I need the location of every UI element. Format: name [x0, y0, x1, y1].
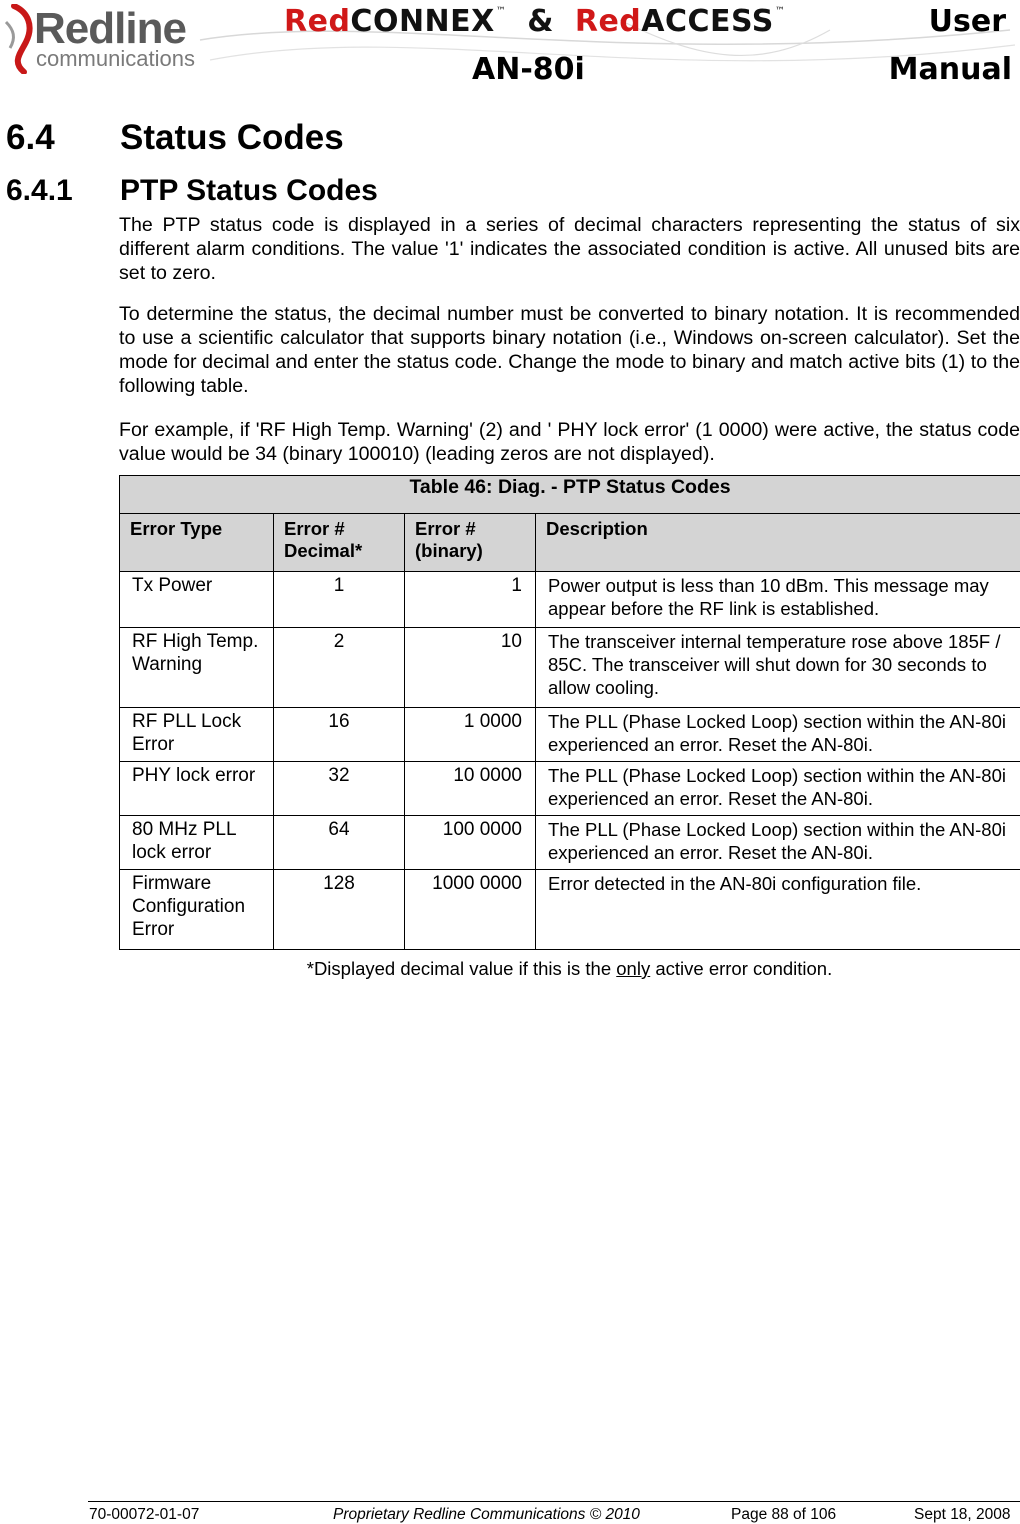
redline-logo — [4, 4, 204, 74]
table-row — [120, 870, 1020, 950]
footer-doc-number: 70-00072-01-07 — [89, 1506, 200, 1523]
footnote-text-after: active error condition. — [650, 958, 833, 979]
table-row — [120, 762, 1020, 816]
cell-error-type: Tx Power — [120, 572, 274, 628]
column-header-error-type: Error Type — [120, 514, 274, 572]
cell-error-binary: 1 0000 — [405, 708, 536, 762]
paragraph-conversion: To determine the status, the decimal number must be converted to binary notation. It is recommended to use a scientific calculator that supports binary notation (i.e., Windows on-screen calculator). Set the mode for decimal and enter the status code. Change the mode to binary and match active bits (1) to the following table. — [119, 303, 1020, 397]
cell-error-type: PHY lock error — [120, 762, 274, 816]
footnote-emphasis: only — [616, 958, 651, 979]
table-header-row — [120, 514, 1020, 572]
table-row — [120, 572, 1020, 628]
cell-error-type: Firmware Configuration Error — [120, 870, 274, 950]
section-heading — [6, 118, 344, 158]
cell-description: The PLL (Phase Locked Loop) section within the AN-80i experienced an error. Reset the AN-80i. — [536, 816, 1020, 870]
paragraph-intro: The PTP status code is displayed in a series of decimal characters representing the status of six different alarm conditions. The value '1' indicates the associated condition is active. All unused bits are set to zero. — [119, 214, 1020, 284]
footnote-text-before: *Displayed decimal value if this is the — [306, 958, 617, 979]
product-name: AN-80i — [472, 52, 585, 87]
cell-description: Error detected in the AN-80i configuration file. — [536, 870, 1020, 950]
table-caption-prefix: Table 46 — [409, 476, 487, 498]
brand-2-red: Red — [574, 4, 642, 39]
cell-error-type: RF PLL Lock Error — [120, 708, 274, 762]
logo-subtitle: communications — [36, 46, 195, 71]
subsection-number: 6.4.1 — [6, 174, 73, 207]
cell-error-decimal: 1 — [274, 572, 405, 628]
doc-type-line-1: User — [928, 4, 1006, 39]
brand-2-dark: ACCESS — [641, 4, 774, 39]
footer-divider — [88, 1501, 1020, 1502]
cell-error-binary: 100 0000 — [405, 816, 536, 870]
paragraph-example: For example, if 'RF High Temp. Warning' (2) and ' PHY lock error' (1 0000) were active, the status code value would be 34 (binary 100010) (leading zeros are not displayed). — [119, 419, 1020, 465]
cell-error-decimal: 64 — [274, 816, 405, 870]
section-number: 6.4 — [6, 118, 55, 157]
footer-date: Sept 18, 2008 — [914, 1506, 1011, 1523]
table-row — [120, 708, 1020, 762]
cell-description: Power output is less than 10 dBm. This message may appear before the RF link is established. — [536, 572, 1020, 628]
section-title: Status Codes — [120, 118, 344, 157]
cell-error-decimal: 16 — [274, 708, 405, 762]
column-header-error-binary: Error # (binary) — [405, 514, 536, 572]
cell-description: The PLL (Phase Locked Loop) section within the AN-80i experienced an error. Reset the AN-80i. — [536, 708, 1020, 762]
table-caption-separator: : — [486, 476, 498, 498]
table-caption — [120, 476, 1020, 514]
cell-error-decimal: 32 — [274, 762, 405, 816]
brand-ampersand: & — [527, 4, 554, 39]
brand-1-trademark: ™ — [495, 6, 507, 17]
cell-error-type: RF High Temp. Warning — [120, 628, 274, 708]
table-caption-title: Diag. - PTP Status Codes — [497, 476, 731, 498]
cell-error-binary: 10 — [405, 628, 536, 708]
cell-error-binary: 10 0000 — [405, 762, 536, 816]
cell-error-type: 80 MHz PLL lock error — [120, 816, 274, 870]
logo-wordmark: Redline — [34, 4, 186, 53]
brand-1-red: Red — [284, 4, 351, 39]
product-brand-line — [284, 4, 785, 39]
cell-error-decimal: 2 — [274, 628, 405, 708]
table-caption-row — [120, 476, 1020, 514]
cell-error-binary: 1000 0000 — [405, 870, 536, 950]
subsection-title: PTP Status Codes — [120, 174, 378, 207]
cell-error-decimal: 128 — [274, 870, 405, 950]
table-row — [120, 628, 1020, 708]
footer-page-number: Page 88 of 106 — [731, 1506, 837, 1523]
page-header — [0, 0, 1020, 96]
cell-description: The transceiver internal temperature rose above 185F / 85C. The transceiver will shut down for 30 seconds to allow cooling. — [536, 628, 1020, 708]
table-footnote — [119, 958, 1020, 980]
ptp-status-codes-table — [119, 475, 1020, 950]
footer-proprietary-notice: Proprietary Redline Communications © 2010 — [333, 1506, 640, 1523]
table-row — [120, 816, 1020, 870]
brand-2-trademark: ™ — [774, 6, 786, 17]
cell-description: The PLL (Phase Locked Loop) section within the AN-80i experienced an error. Reset the AN-80i. — [536, 762, 1020, 816]
cell-error-binary: 1 — [405, 572, 536, 628]
subsection-heading — [6, 174, 378, 208]
doc-type-line-2: Manual — [888, 52, 1012, 87]
column-header-description: Description — [536, 514, 1020, 572]
column-header-error-decimal: Error # Decimal* — [274, 514, 405, 572]
brand-1-dark: CONNEX — [350, 4, 495, 39]
